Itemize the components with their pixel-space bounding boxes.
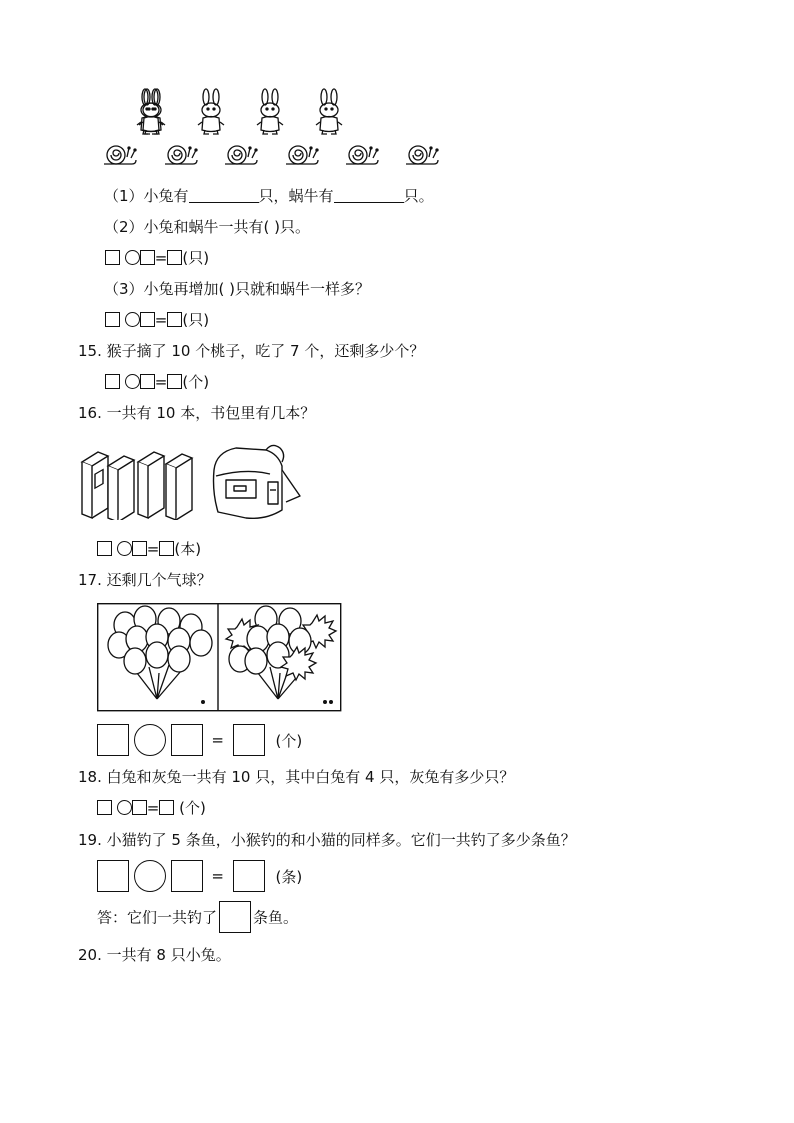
question-16: 16. 一共有 10 本，书包里有几本？ bbox=[78, 404, 316, 422]
question-20: 20. 一共有 8 只小兔。 bbox=[78, 946, 231, 964]
equation-row: = (只) bbox=[105, 310, 209, 330]
answer-line: 答：它们一共钓了 条鱼。 bbox=[97, 901, 298, 933]
snail-icon bbox=[344, 142, 380, 168]
answer-box[interactable] bbox=[105, 250, 120, 265]
question-19: 19. 小猫钓了 5 条鱼，小猴钓的和小猫的同样多。它们一共钓了多少条鱼？ bbox=[78, 831, 576, 849]
equation-row: = (个) bbox=[105, 372, 209, 392]
answer-box[interactable] bbox=[171, 724, 203, 756]
equation-row-large: = (条) bbox=[97, 860, 302, 892]
answer-box[interactable] bbox=[97, 541, 112, 556]
answer-box[interactable] bbox=[167, 312, 182, 327]
answer-box[interactable] bbox=[171, 860, 203, 892]
operator-circle[interactable] bbox=[117, 800, 132, 815]
answer-box[interactable] bbox=[105, 312, 120, 327]
equation-row: = (本) bbox=[97, 539, 201, 559]
answer-box[interactable] bbox=[167, 250, 182, 265]
answer-box[interactable] bbox=[97, 860, 129, 892]
balloons-illustration bbox=[97, 603, 343, 713]
answer-box[interactable] bbox=[219, 901, 251, 933]
answer-box[interactable] bbox=[132, 541, 147, 556]
question-18: 18. 白兔和灰兔一共有 10 只，其中白兔有 4 只，灰兔有多少只？ bbox=[78, 768, 515, 786]
operator-circle[interactable] bbox=[125, 374, 140, 389]
answer-box[interactable] bbox=[233, 724, 265, 756]
snail-icon bbox=[163, 142, 199, 168]
rabbit-icon bbox=[252, 88, 288, 136]
answer-box[interactable] bbox=[167, 374, 182, 389]
q14-part2: （2）小兔和蜗牛一共有( )只。 bbox=[104, 218, 311, 236]
snail-icon bbox=[102, 142, 138, 168]
snail-icon bbox=[223, 142, 259, 168]
answer-box[interactable] bbox=[233, 860, 265, 892]
operator-circle[interactable] bbox=[134, 724, 166, 756]
rabbit-icon bbox=[134, 88, 170, 136]
equation-row: = (只) bbox=[105, 248, 209, 268]
question-17: 17. 还剩几个气球？ bbox=[78, 571, 212, 589]
answer-box[interactable] bbox=[97, 800, 112, 815]
operator-circle[interactable] bbox=[134, 860, 166, 892]
operator-circle[interactable] bbox=[117, 541, 132, 556]
answer-box[interactable] bbox=[159, 541, 174, 556]
answer-box[interactable] bbox=[132, 800, 147, 815]
answer-box[interactable] bbox=[140, 312, 155, 327]
answer-box[interactable] bbox=[140, 250, 155, 265]
equation-row: = (个) bbox=[97, 798, 206, 818]
operator-circle[interactable] bbox=[125, 312, 140, 327]
rabbit-count-blank[interactable] bbox=[189, 188, 259, 203]
rabbit-icon bbox=[311, 88, 347, 136]
snail-icon bbox=[284, 142, 320, 168]
equation-row-large: = (个) bbox=[97, 724, 302, 756]
q14-part1: （1）小兔有 只，蜗牛有 只。 bbox=[104, 187, 434, 205]
operator-circle[interactable] bbox=[125, 250, 140, 265]
books-illustration bbox=[78, 448, 202, 520]
question-15: 15. 猴子摘了 10 个桃子，吃了 7 个，还剩多少个？ bbox=[78, 342, 425, 360]
answer-box[interactable] bbox=[97, 724, 129, 756]
answer-box[interactable] bbox=[140, 374, 155, 389]
snail-icon bbox=[404, 142, 440, 168]
answer-box[interactable] bbox=[105, 374, 120, 389]
answer-box[interactable] bbox=[159, 800, 174, 815]
rabbit-icon bbox=[193, 88, 229, 136]
schoolbag-illustration bbox=[206, 440, 306, 522]
q14-part3: （3）小兔再增加( )只就和蜗牛一样多？ bbox=[104, 280, 371, 298]
snail-count-blank[interactable] bbox=[334, 188, 404, 203]
